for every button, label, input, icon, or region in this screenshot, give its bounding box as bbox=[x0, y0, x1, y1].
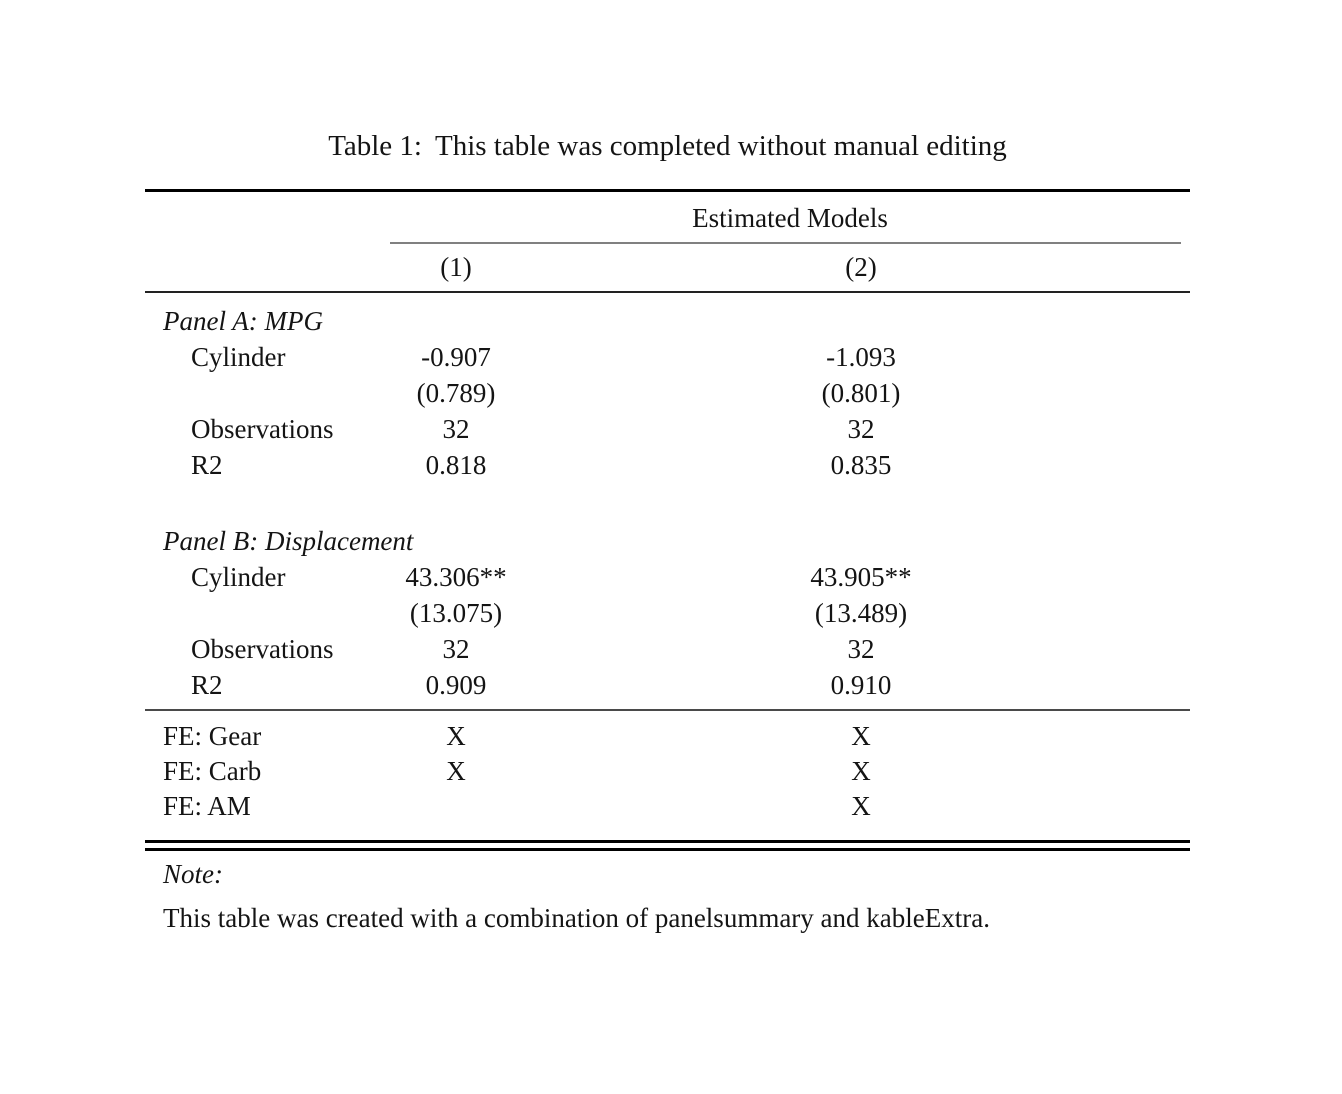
header-empty-cell bbox=[145, 244, 390, 291]
table-row bbox=[145, 789, 1190, 824]
cell-model-1: (13.075) bbox=[409, 598, 503, 628]
cell-model-2: X bbox=[851, 721, 871, 751]
cell-model-2: (0.801) bbox=[821, 378, 901, 408]
row-label bbox=[145, 375, 390, 411]
header-group-row bbox=[145, 192, 1190, 244]
header-group-label: Estimated Models bbox=[692, 203, 888, 233]
cell-model-1: 32 bbox=[442, 634, 470, 664]
header-col-2: (2) bbox=[845, 252, 877, 282]
cell-model-2: X bbox=[851, 791, 871, 821]
cell-model-1: -0.907 bbox=[421, 342, 491, 372]
cell-model-1: X bbox=[446, 721, 466, 751]
header-empty-cell bbox=[145, 192, 390, 244]
header-group-cell bbox=[390, 192, 1190, 244]
footnote-text: This table was created with a combination of panelsummary and kableExtra. bbox=[163, 903, 990, 933]
cell-model-1: 0.909 bbox=[425, 670, 487, 700]
cell-model-2: 0.835 bbox=[830, 450, 892, 480]
table-row bbox=[145, 754, 1190, 789]
table-row bbox=[145, 631, 1190, 667]
cell-model-2: -1.093 bbox=[826, 342, 896, 372]
panel-b-title-row bbox=[145, 523, 1190, 559]
cell-model-1 bbox=[390, 789, 522, 824]
table-row bbox=[145, 339, 1190, 375]
table-row bbox=[145, 667, 1190, 703]
header-group-cmidrule bbox=[390, 242, 1181, 244]
header-col-1: (1) bbox=[440, 252, 472, 282]
regression-table bbox=[145, 189, 1190, 936]
table-row bbox=[145, 595, 1190, 631]
cell-model-2: 0.910 bbox=[830, 670, 892, 700]
fixed-effects-section bbox=[145, 711, 1190, 840]
row-label: FE: AM bbox=[163, 791, 251, 821]
table-body bbox=[145, 293, 1190, 709]
row-label: Observations bbox=[191, 634, 334, 664]
table-row bbox=[145, 375, 1190, 411]
table-bottom-double-rule bbox=[145, 840, 1190, 851]
table-row bbox=[145, 719, 1190, 754]
panel-a-title-row bbox=[145, 303, 1190, 339]
row-label: Cylinder bbox=[191, 562, 286, 592]
cell-model-1: 0.818 bbox=[425, 450, 487, 480]
table-caption bbox=[145, 127, 1190, 165]
cell-model-1: 32 bbox=[442, 414, 470, 444]
row-label: FE: Gear bbox=[163, 721, 262, 751]
cell-model-1: 43.306** bbox=[405, 562, 507, 592]
cell-model-2: (13.489) bbox=[814, 598, 908, 628]
cell-model-1: (0.789) bbox=[416, 378, 496, 408]
cell-model-2: 32 bbox=[847, 634, 875, 664]
row-label: Observations bbox=[191, 414, 334, 444]
row-label: R2 bbox=[191, 670, 223, 700]
panel-b-title: Panel B: Displacement bbox=[163, 526, 414, 556]
row-label bbox=[145, 595, 390, 631]
row-label: Cylinder bbox=[191, 342, 286, 372]
table-row bbox=[145, 411, 1190, 447]
cell-model-2: X bbox=[851, 756, 871, 786]
panel-spacer-row bbox=[145, 483, 1190, 523]
table-caption-text: This table was completed without manual editing bbox=[434, 130, 1007, 162]
row-label: FE: Carb bbox=[163, 756, 262, 786]
footnote-label: Note: bbox=[163, 859, 223, 889]
panel-a-title: Panel A: MPG bbox=[163, 306, 323, 336]
header-columns-row bbox=[145, 244, 1190, 291]
footnote-block bbox=[145, 855, 1190, 936]
cell-model-2: 32 bbox=[847, 414, 875, 444]
cell-model-1: X bbox=[446, 756, 466, 786]
row-label: R2 bbox=[191, 450, 223, 480]
cell-model-2: 43.905** bbox=[810, 562, 912, 592]
table-row bbox=[145, 447, 1190, 483]
table-row bbox=[145, 559, 1190, 595]
table-caption-label: Table 1: bbox=[328, 130, 422, 162]
